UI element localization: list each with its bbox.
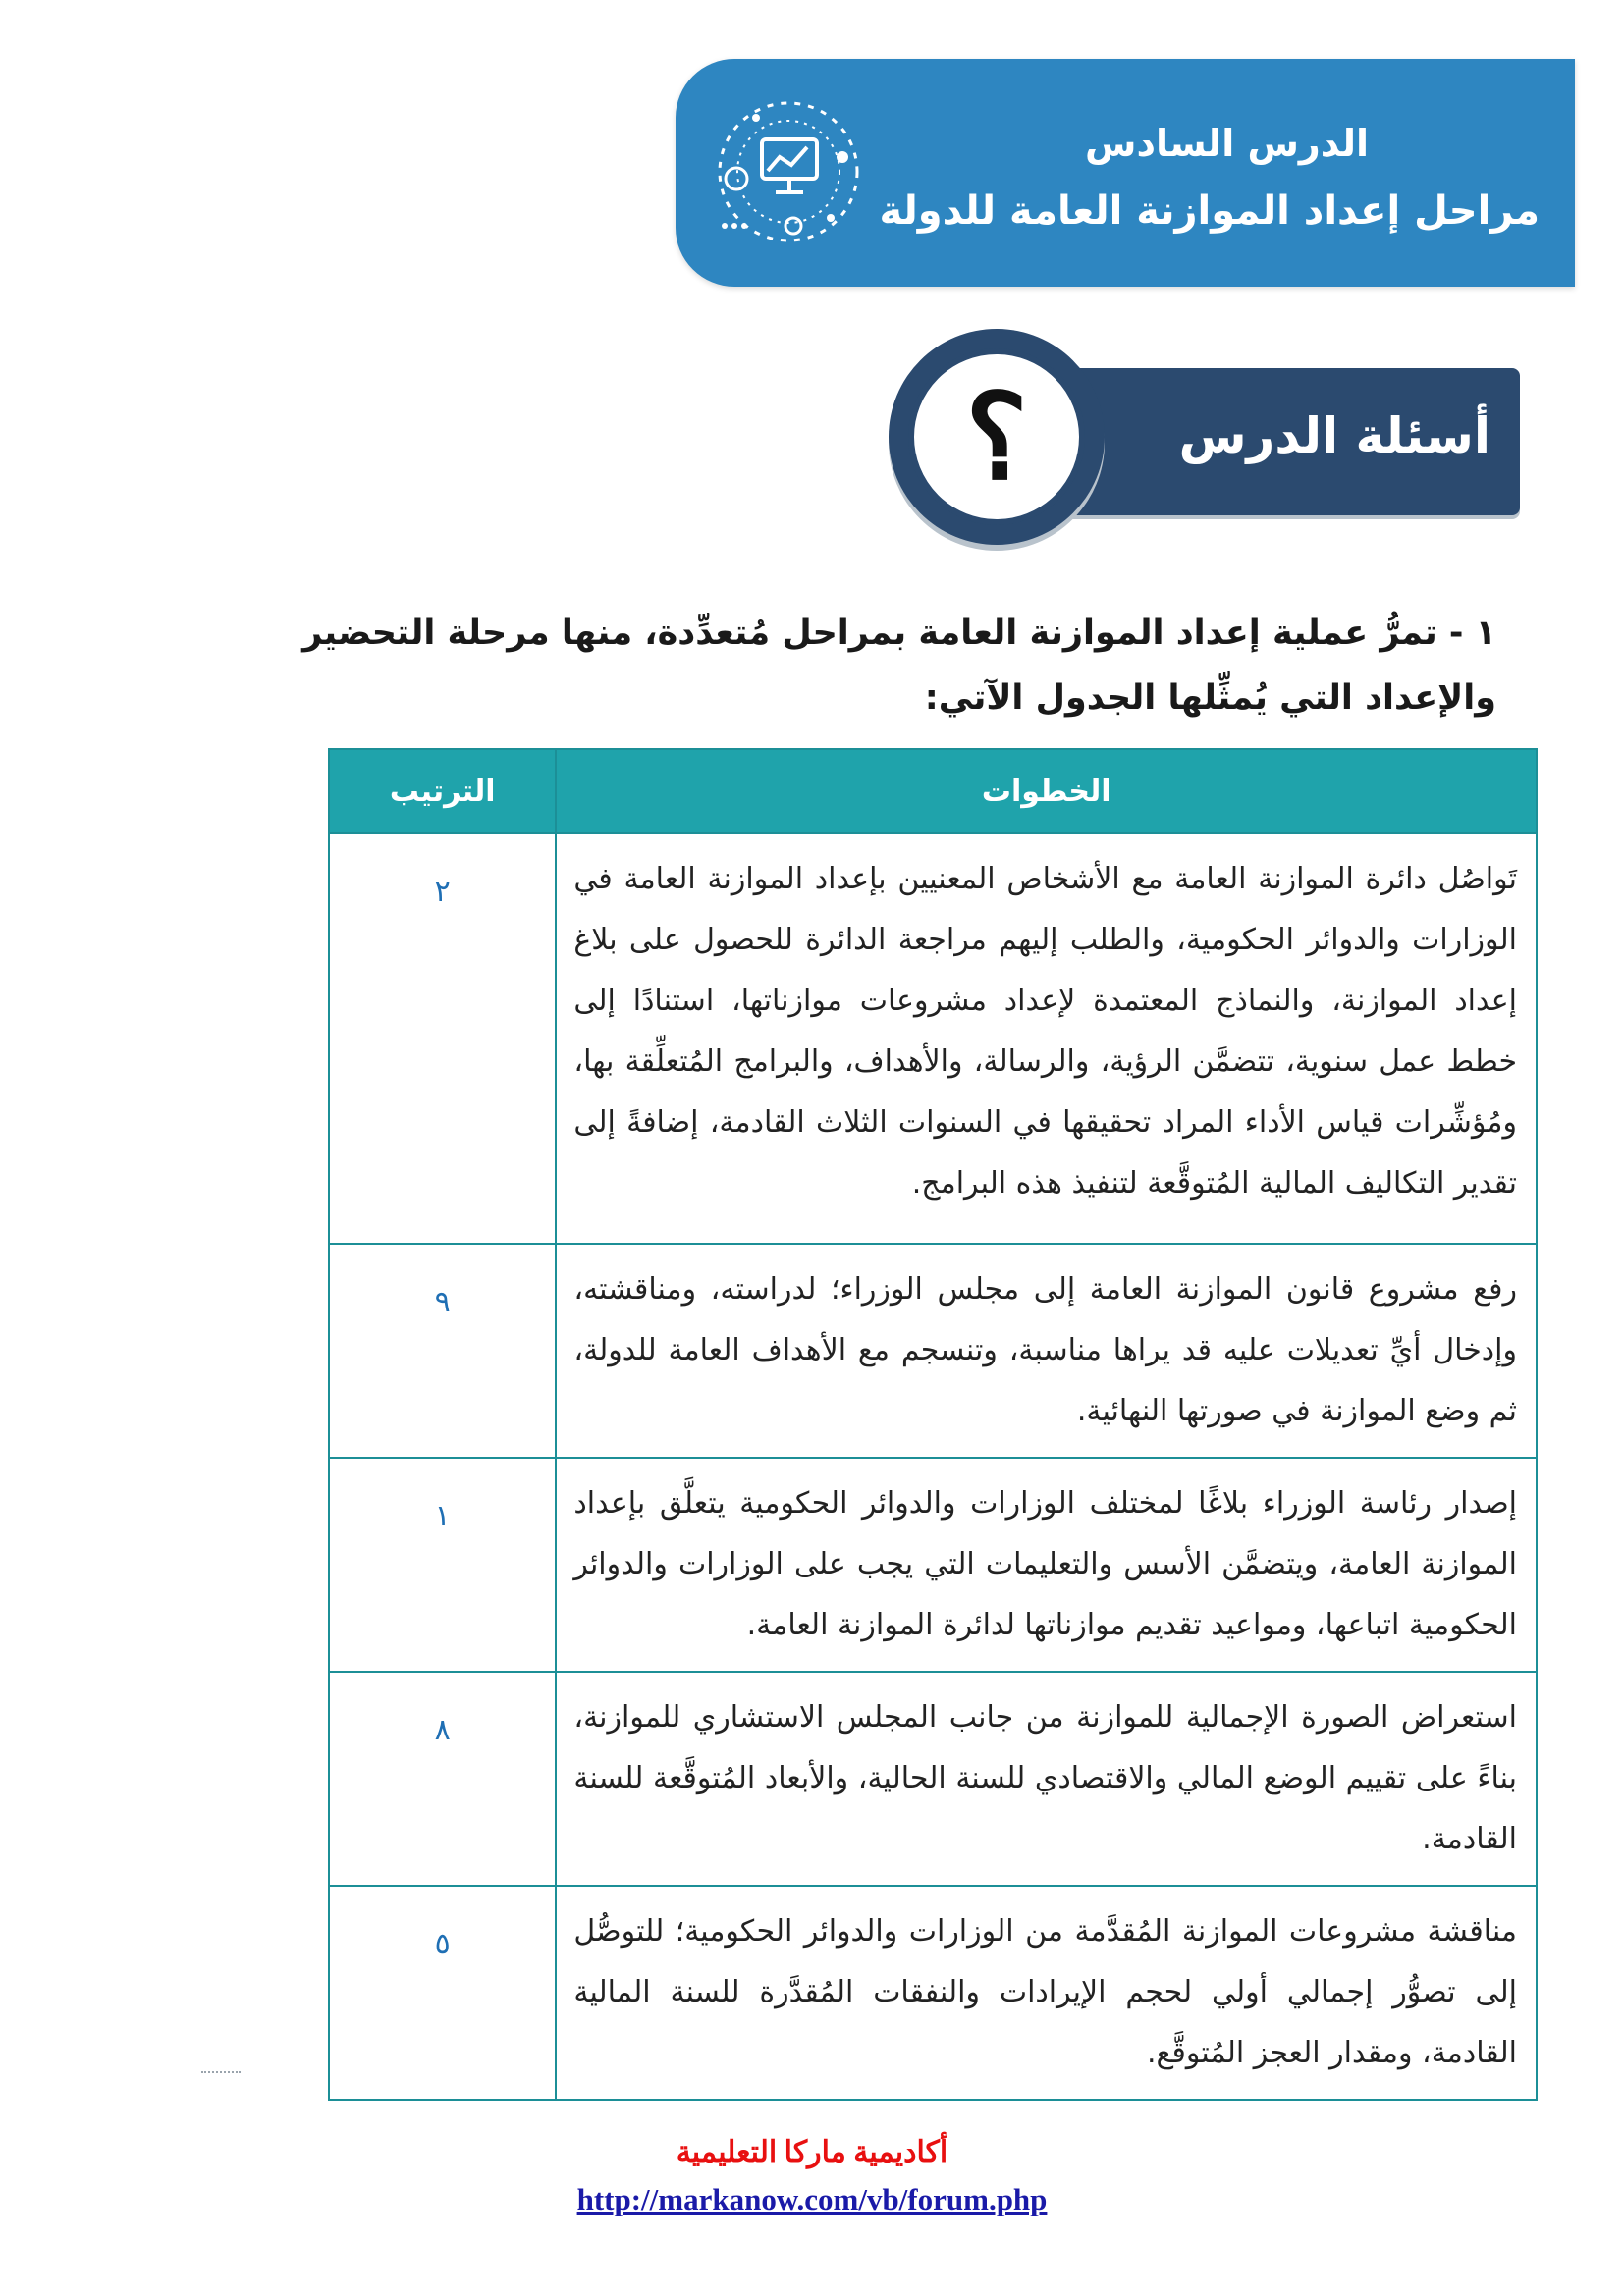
step-text: مناقشة مشروعات الموازنة المُقدَّمة من الوزارات والدوائر الحكومية؛ للتوصُّل إلى تصوُّر إجمالي أولي لحجم الإيرادات والنفقات المُقدَّرة للسنة المالية القادمة، ومقدار العجز المُتوقَّع. (573, 1914, 1517, 2070)
order-value: ٥ (434, 1927, 451, 1961)
lesson-title: مراحل إعداد الموازنة العامة للدولة (879, 188, 1540, 234)
step-cell (556, 1244, 1537, 1458)
order-cell (329, 1244, 556, 1458)
lesson-number: الدرس السادس (1085, 122, 1369, 165)
steps-column-header: الخطوات (556, 749, 1537, 833)
table-row (329, 833, 1537, 1244)
order-cell (329, 1458, 556, 1672)
order-column-header: الترتيب (329, 749, 556, 833)
step-text: رفع مشروع قانون الموازنة العامة إلى مجلس الوزراء؛ لدراسته، ومناقشته، وإدخال أيِّ تعديلات عليه قد يراها مناسبة، وتنسجم مع الأهداف العامة للدولة، ثم وضع الموازنة في صورتها النهائية. (573, 1272, 1517, 1428)
order-cell (329, 833, 556, 1244)
order-value: ٢ (434, 875, 451, 909)
order-value: ١ (434, 1499, 451, 1533)
step-cell (556, 1672, 1537, 1886)
footer-link[interactable]: http://markanow.com/vb/forum.php (576, 2182, 1048, 2216)
question-prompt: ١ - تمرُّ عملية إعداد الموازنة العامة بمراحل مُتعدِّدة، منها مرحلة التحضير والإعداد التي يُمثِّلها الجدول الآتي: (302, 614, 1496, 718)
steps-table (328, 748, 1538, 2101)
table-row (329, 1458, 1537, 1672)
step-cell (556, 1458, 1537, 1672)
question-mark-symbol: ؟ (965, 367, 1028, 507)
question-mark-icon (908, 348, 1085, 525)
step-text: إصدار رئاسة الوزراء بلاغًا لمختلف الوزارات والدوائر الحكومية يتعلَّق بإعداد الموازنة العامة، ويتضمَّن الأسس والتعليمات التي يجب على الوزارات والدوائر الحكومية اتباعها، ومواعيد تقديم موازناتها لدائرة الموازنة العامة. (573, 1486, 1517, 1642)
badge-label: أسئلة الدرس (1178, 407, 1490, 464)
computer-chart-icon (705, 88, 872, 255)
footer-organization: أكاديمية ماركا التعليمية (676, 2136, 948, 2168)
order-value: ٨ (434, 1713, 451, 1747)
table-row (329, 1672, 1537, 1886)
step-text: استعراض الصورة الإجمالية للموازنة من جانب المجلس الاستشاري للموازنة، بناءً على تقييم الوضع المالي والاقتصادي للسنة الحالية، والأبعاد المُتوقَّعة للسنة القادمة. (573, 1700, 1517, 1856)
table-row (329, 1244, 1537, 1458)
table-header-row (329, 749, 1537, 833)
step-cell (556, 1886, 1537, 2100)
order-value: ٩ (434, 1285, 451, 1319)
step-cell (556, 833, 1537, 1244)
question-badge-ring (889, 329, 1105, 545)
page-divider-mark (201, 2071, 241, 2073)
step-text: تَواصُل دائرة الموازنة العامة مع الأشخاص المعنيين بإعداد الموازنة العامة في الوزارات والدوائر الحكومية، والطلب إليهم مراجعة الدائرة للحصول على بلاغ إعداد الموازنة، والنماذج المعتمدة لإعداد مشروعات موازناتها، استنادًا إلى خطط عمل سنوية، تتضمَّن الرؤية، والرسالة، والأهداف، والبرامج المُتعلِّقة بها، ومُؤشِّرات قياس الأداء المراد تحقيقها في السنوات الثلاث القادمة، إضافةً إلى تقدير التكاليف المالية المُتوقَّعة لتنفيذ هذه البرامج. (573, 862, 1517, 1201)
lesson-banner (676, 59, 1575, 287)
order-cell (329, 1886, 556, 2100)
table-row (329, 1886, 1537, 2100)
order-cell (329, 1672, 556, 1886)
